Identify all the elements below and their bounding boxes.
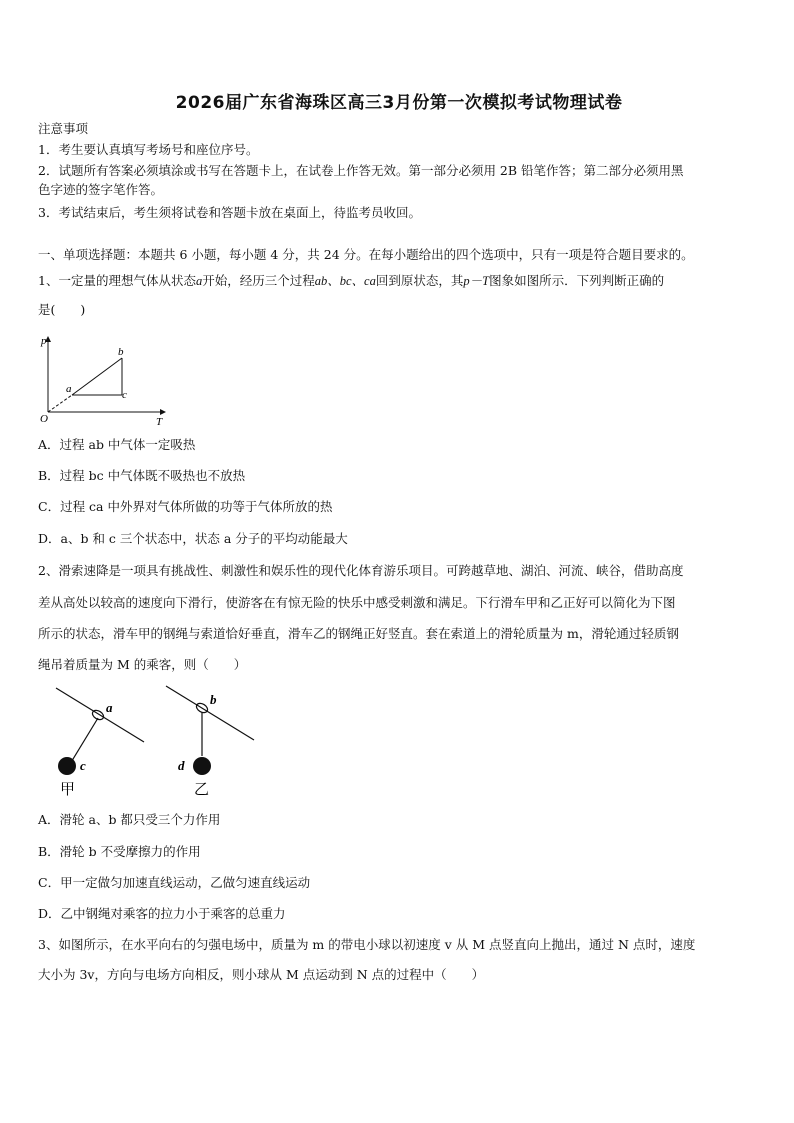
- q1-option-a: A．过程 ab 中气体一定吸热: [38, 437, 196, 452]
- label-a: a: [106, 700, 113, 715]
- label-d: d: [178, 758, 185, 773]
- q3-stem-line2: 大小为 3v，方向与电场方向相反，则小球从 M 点运动到 N 点的过程中（ ）: [38, 967, 485, 982]
- label-yi: 乙: [194, 780, 210, 798]
- notice-heading: 注意事项: [38, 121, 89, 136]
- section-heading: 一、单项选择题：本题共 6 小题，每小题 4 分，共 24 分。在每小题给出的四个选项中，只有一项是符合题目要求的。: [38, 247, 694, 262]
- process-ab: [72, 358, 122, 395]
- q2-option-c: C．甲一定做匀加速直线运动，乙做匀速直线运动: [38, 875, 311, 890]
- label-c: c: [122, 389, 127, 401]
- q1-option-b: B．过程 bc 中气体既不吸热也不放热: [38, 468, 246, 483]
- q3-stem-line1: 3、如图所示，在水平向右的匀强电场中，质量为 m 的带电小球以初速度 v 从 M 点竖直向上抛出，通过 N 点时，速度: [38, 937, 696, 952]
- q1-stem-line2: 是( ): [38, 302, 86, 317]
- q1-pt-graph: [38, 328, 168, 428]
- label-a: a: [66, 383, 72, 395]
- q2-option-b: B．滑轮 b 不受摩擦力的作用: [38, 844, 201, 859]
- label-T: T: [156, 416, 163, 428]
- page-title: 2026届广东省海珠区高三3月份第一次模拟考试物理试卷: [175, 93, 623, 113]
- label-b: b: [210, 692, 217, 707]
- label-p: p: [41, 335, 47, 347]
- t-axis-arrow: [160, 409, 166, 415]
- label-jia: 甲: [60, 780, 76, 798]
- label-O: O: [40, 413, 48, 425]
- dashed-origin-line: [48, 395, 72, 412]
- q1-option-c: C．过程 ca 中外界对气体所做的功等于气体所放的热: [38, 499, 333, 514]
- notice-item-2-cont: 色字迹的签字笔作答。: [38, 182, 164, 197]
- passenger-c: [58, 757, 76, 775]
- passenger-d: [193, 757, 211, 775]
- q2-option-d: D．乙中钢绳对乘客的拉力小于乘客的总重力: [38, 906, 286, 921]
- notice-item-2: 2．试题所有答案必须填涂或书写在答题卡上，在试卷上作答无效。第一部分必须用 2B 铅笔作答；第二部分必须用黑: [38, 163, 684, 178]
- label-c: c: [80, 758, 86, 773]
- notice-item-3: 3．考试结束后，考生须将试卷和答题卡放在桌面上，待监考员收回。: [38, 205, 421, 220]
- q2-stem-line4: 绳吊着质量为 M 的乘客，则（ ）: [38, 657, 247, 672]
- q2-stem-line2: 差从高处以较高的速度向下滑行，使游客在有惊无险的快乐中感受刺激和满足。下行滑车甲和乙正好可以简化为下图: [38, 595, 676, 610]
- label-b: b: [118, 346, 124, 358]
- q2-stem-line1: 2、滑索速降是一项具有挑战性、刺激性和娱乐性的现代化体育游乐项目。可跨越草地、湖泊、河流、峡谷，借助高度: [38, 563, 684, 578]
- q2-option-a: A．滑轮 a、b 都只受三个力作用: [38, 812, 221, 827]
- q1-option-d: D．a、b 和 c 三个状态中，状态 a 分子的平均动能最大: [38, 531, 348, 546]
- cable-jia: [56, 688, 144, 742]
- q2-stem-line3: 所示的状态，滑车甲的钢绳与索道恰好垂直，滑车乙的钢绳正好竖直。套在索道上的滑轮质量为 m，滑轮通过轻质钢: [38, 626, 679, 641]
- notice-item-1: 1．考生要认真填写考场号和座位序号。: [38, 142, 259, 157]
- q2-zipline-figure: [48, 680, 278, 800]
- q1-stem-line1: 1、一定量的理想气体从状态a开始，经历三个过程ab、bc、ca回到原状态，其p－T图象如图所示．下列判断正确的: [38, 273, 665, 288]
